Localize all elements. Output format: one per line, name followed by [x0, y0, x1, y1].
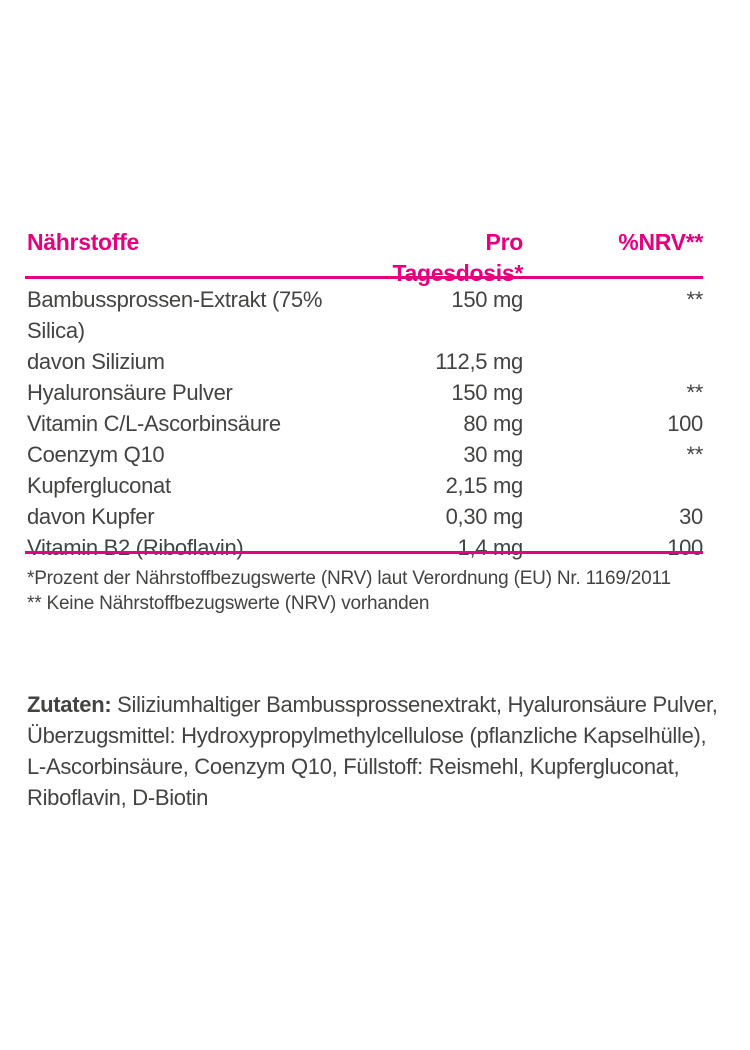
nutrient-dose: 1,4 mg	[457, 535, 523, 560]
ingredients-label: Zutaten:	[27, 692, 112, 717]
header-nutrient: Nährstoffe	[27, 229, 140, 255]
ingredients-line: Überzugsmittel: Hydroxypropylmethylcellulose (pflanzliche Kapselhülle),	[27, 723, 707, 748]
table-row	[27, 439, 703, 470]
nutrient-dose: 112,5 mg	[435, 349, 523, 374]
footnote-no-nrv: ** Keine Nährstoffbezugswerte (NRV) vorhanden	[27, 593, 430, 614]
nutrition-label	[27, 0, 718, 1050]
nutrient-dose: 80 mg	[463, 411, 523, 436]
table-row	[27, 408, 703, 439]
nutrient-nrv: **	[686, 380, 703, 405]
nutrient-table	[27, 284, 703, 563]
table-row	[27, 501, 703, 532]
ingredients-line: L-Ascorbinsäure, Coenzym Q10, Füllstoff: Reismehl, Kupfergluconat,	[27, 754, 680, 779]
table-row	[27, 346, 703, 377]
nutrient-nrv: 30	[679, 504, 703, 529]
nutrient-nrv: 100	[667, 535, 703, 560]
ingredients-line	[27, 689, 718, 720]
nutrient-dose: 2,15 mg	[445, 473, 523, 498]
nutrient-name: Coenzym Q10	[27, 442, 165, 467]
table-header-row	[27, 227, 703, 289]
divider-top	[25, 276, 703, 279]
header-dose: Pro Tagesdosis*	[392, 229, 523, 286]
nutrient-nrv: **	[686, 287, 703, 312]
header-nrv: %NRV**	[618, 229, 703, 255]
nutrient-name: Bambussprossen-Extrakt (75% Silica)	[27, 287, 323, 343]
nutrient-dose: 30 mg	[463, 442, 523, 467]
nutrient-name: Vitamin B2 (Riboflavin)	[27, 535, 244, 560]
nutrient-dose: 0,30 mg	[445, 504, 523, 529]
nutrient-nrv: **	[686, 442, 703, 467]
footnote-nrv-reference: *Prozent der Nährstoffbezugswerte (NRV) laut Verordnung (EU) Nr. 1169/2011	[27, 568, 671, 589]
table-row	[27, 284, 703, 346]
nutrient-name: Kupfergluconat	[27, 473, 171, 498]
nutrient-name: Hyaluronsäure Pulver	[27, 380, 233, 405]
table-row	[27, 377, 703, 408]
divider-bottom	[25, 551, 703, 554]
nutrient-name: davon Kupfer	[27, 504, 155, 529]
nutrient-dose: 150 mg	[451, 380, 523, 405]
ingredients-text: Siliziumhaltiger Bambussprossenextrakt, Hyaluronsäure Pulver,	[111, 692, 718, 717]
ingredients-section	[27, 689, 718, 813]
nutrient-dose: 150 mg	[451, 287, 523, 312]
table-row	[27, 470, 703, 501]
nutrient-name: davon Silizium	[27, 349, 165, 374]
footnotes	[27, 566, 703, 616]
table-row	[27, 532, 703, 563]
nutrient-nrv: 100	[667, 411, 703, 436]
nutrient-name: Vitamin C/L-Ascorbinsäure	[27, 411, 281, 436]
ingredients-line: Riboflavin, D-Biotin	[27, 785, 209, 810]
